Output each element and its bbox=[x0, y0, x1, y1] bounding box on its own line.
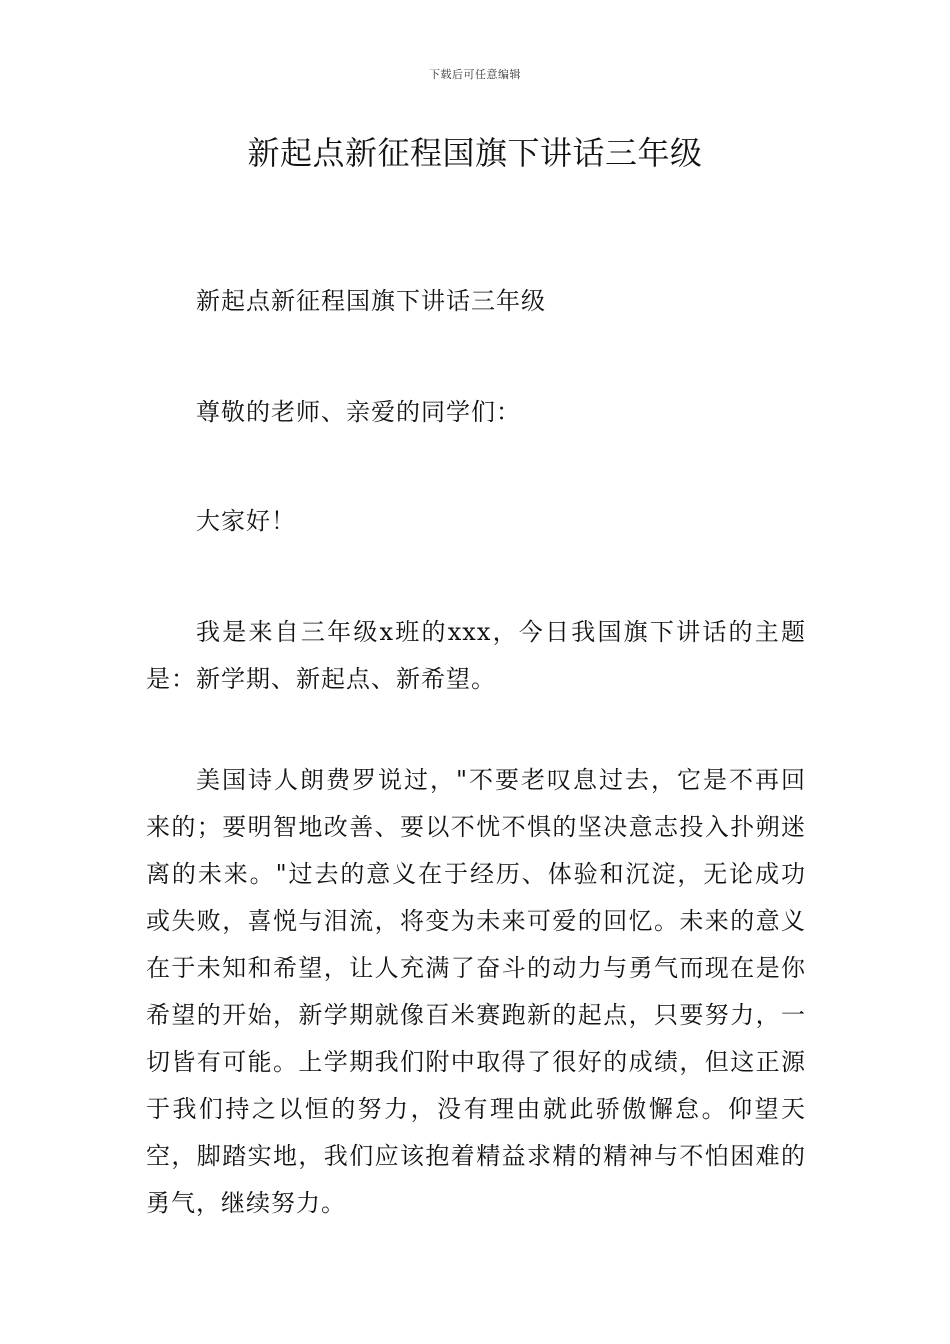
intro-paragraph: 我是来自三年级x班的xxx，今日我国旗下讲话的主题是：新学期、新起点、新希望。 bbox=[146, 618, 806, 693]
body-paragraph: 美国诗人朗费罗说过，"不要老叹息过去，它是不再回来的；要明智地改善、要以不忧不惧的坚决意志投入扑朔迷离的未来。"过去的意义在于经历、体验和沉淀，无论成功或失败，喜悦与泪流，将变为未来可爱的回忆。未来的意义在于未知和希望，让人充满了奋斗的动力与勇气而现在是你希望的开始，新学期就像百米赛跑新的起点，只要努力，一切皆有可能。上学期我们附中取得了很好的成绩，但这正源于我们持之以恒的努力，没有理由就此骄傲懈怠。仰望天空，脚踏实地，我们应该抱着精益求精的精神与不怕困难的勇气，继续努力。 bbox=[146, 766, 806, 1217]
greeting-paragraph: 尊敬的老师、亲爱的同学们： bbox=[196, 398, 521, 426]
hello-paragraph: 大家好！ bbox=[196, 507, 296, 535]
subtitle-paragraph: 新起点新征程国旗下讲话三年级 bbox=[196, 287, 546, 315]
document-body bbox=[146, 278, 806, 1227]
document-title: 新起点新征程国旗下讲话三年级 bbox=[247, 134, 703, 172]
header-note: 下载后可任意编辑 bbox=[429, 68, 521, 81]
